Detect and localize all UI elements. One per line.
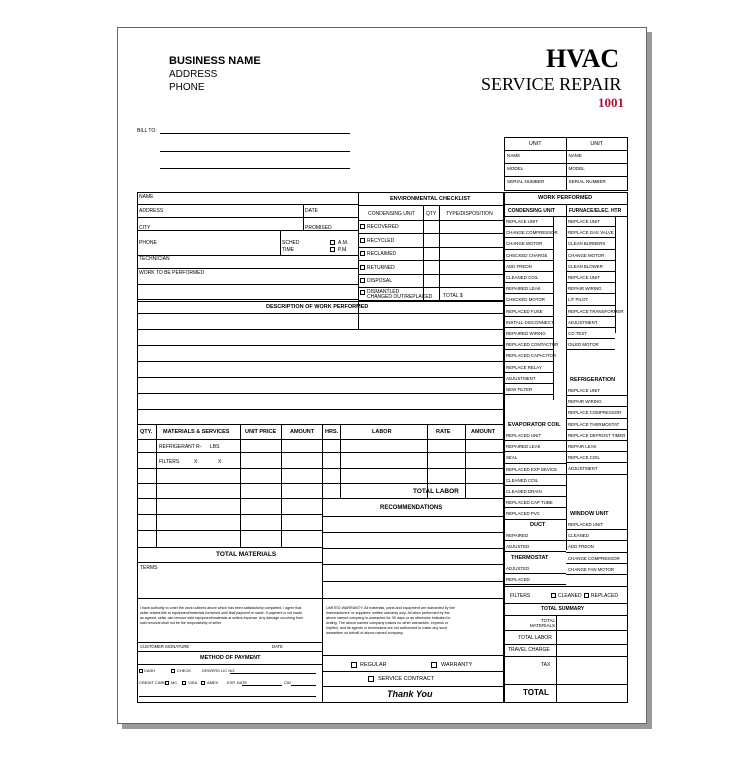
warranty-text-line: LIMITED WARRANTY: All materials, parts and equipment are warranted by the xyxy=(326,606,455,610)
work-item-label: CLEANED COIL xyxy=(506,275,539,281)
customer-signature-label: CUSTOMER SIGNATURE xyxy=(140,644,190,649)
work-item-label: CLEANED DRAIN xyxy=(506,489,542,495)
window-unit-title: WINDOW UNIT xyxy=(570,511,609,517)
form-number: 1001 xyxy=(598,95,624,110)
work-item-row[interactable] xyxy=(504,475,566,486)
row-line xyxy=(137,439,504,440)
row-line xyxy=(358,247,504,248)
dismantled-label: DISMANTLED xyxy=(367,289,400,295)
work-item-label: CO TEST xyxy=(568,331,587,337)
credit-card-label: CREDIT CARD xyxy=(139,680,167,685)
row-line xyxy=(137,230,358,231)
work-item-row[interactable] xyxy=(504,283,553,294)
business-name: BUSINESS NAME xyxy=(169,55,261,67)
work-item-row[interactable] xyxy=(566,283,615,294)
env-col-type: TYPE/DISPOSITION xyxy=(446,211,493,217)
work-item-row[interactable] xyxy=(566,541,628,552)
promised-field-label: PROMISED xyxy=(305,225,332,231)
refrigeration-title: REFRIGERATION xyxy=(570,377,616,383)
work-item-row[interactable] xyxy=(566,396,628,407)
work-item-row[interactable] xyxy=(504,373,553,384)
unit-serial-field[interactable]: SERIAL NUMBER xyxy=(507,179,545,184)
work-item-row[interactable] xyxy=(504,328,553,339)
cw-line[interactable] xyxy=(291,685,316,686)
work-item-row[interactable] xyxy=(504,464,566,475)
row-line xyxy=(137,301,504,302)
work-item-row[interactable] xyxy=(566,339,615,350)
work-item-label: REPAIRED LEAK xyxy=(506,444,541,450)
unit-box xyxy=(504,137,628,191)
materials-row-line[interactable] xyxy=(137,483,504,484)
work-item-row[interactable] xyxy=(566,306,624,317)
reclaimed-checkbox[interactable] xyxy=(360,251,365,256)
work-item-row[interactable] xyxy=(566,227,615,238)
work-item-label: REPLACED EXP DEVICE xyxy=(506,466,558,472)
work-item-row[interactable] xyxy=(504,574,566,585)
work-item-label: REPLACED UNIT xyxy=(506,433,542,439)
terms-label: TERMS xyxy=(140,565,158,571)
work-item-row[interactable] xyxy=(504,530,566,541)
description-title: DESCRIPTION OF WORK PERFORMED xyxy=(266,304,369,310)
unit-model-field[interactable]: MODEL xyxy=(507,166,524,171)
total-labor-label: TOTAL LABOR xyxy=(413,488,459,495)
row-line xyxy=(504,615,628,616)
row-line xyxy=(358,220,504,221)
work-item-row[interactable] xyxy=(504,216,553,227)
description-line[interactable] xyxy=(137,361,504,362)
returned-checkbox[interactable] xyxy=(360,265,365,270)
labor-hrs-header: HRS. xyxy=(325,429,339,435)
row-line xyxy=(137,664,322,665)
row-line xyxy=(358,260,504,261)
warranty-text-line: above named company is warranted for 30 days or as otherwise indicated in xyxy=(326,616,451,620)
materials-header: MATERIALS & SERVICES xyxy=(163,429,230,435)
row-line xyxy=(137,284,358,285)
bill-to-label: BILL TO: xyxy=(137,128,157,134)
work-item-row[interactable] xyxy=(566,553,628,564)
work-item-label: REPLACED CAPACITOR xyxy=(506,353,557,359)
work-item-label: OILED MOTOR xyxy=(568,342,599,348)
work-item-row[interactable] xyxy=(566,519,628,530)
refrigerant-label: REFRIGERANT R- xyxy=(159,444,202,450)
work-item-row[interactable] xyxy=(566,385,628,396)
work-item-label: REPLACE COIL xyxy=(568,455,600,461)
payment-method-title: METHOD OF PAYMENT xyxy=(200,655,261,661)
form-subtitle: SERVICE REPAIR xyxy=(481,74,622,94)
bill-to-line[interactable] xyxy=(160,151,350,152)
column-divider xyxy=(240,424,241,547)
exp-date-label: EXP. DATE xyxy=(227,680,248,685)
work-item-label: ADJUSTMENT xyxy=(568,319,598,325)
recycled-checkbox[interactable] xyxy=(360,238,365,243)
materials-qty-header: QTY. xyxy=(140,429,153,435)
column-divider xyxy=(280,230,281,255)
mc-label: MC xyxy=(171,680,178,685)
work-item-label: CLEANED xyxy=(568,533,589,539)
work-item-label: REPAIR LEAK xyxy=(568,444,597,450)
work-item-label: REPLACED CONTACTOR xyxy=(506,342,559,348)
row-line xyxy=(504,656,628,657)
condensing-unit-title: CONDENSING UNIT xyxy=(508,208,555,214)
am-label: A.M. xyxy=(338,240,349,246)
column-divider xyxy=(553,216,554,400)
row-line xyxy=(137,598,504,599)
env-col-condensing-unit: CONDENSING UNIT xyxy=(368,211,415,217)
row-line xyxy=(137,204,358,205)
regular-checkbox[interactable] xyxy=(351,662,357,668)
row-line xyxy=(137,424,504,425)
work-item-row[interactable] xyxy=(504,486,566,497)
filters-x-label: X xyxy=(194,459,198,465)
unit-price-header: UNIT PRICE xyxy=(245,429,277,435)
work-item-row[interactable] xyxy=(504,306,553,317)
visa-checkbox[interactable] xyxy=(182,681,186,685)
check-label: CHECK xyxy=(177,668,192,673)
work-item-label: SEAL xyxy=(506,455,518,461)
work-item-row[interactable] xyxy=(566,238,615,249)
lbs-label: LBS xyxy=(210,444,220,450)
work-item-label: ADJUSTMENT xyxy=(506,375,536,381)
am-checkbox[interactable] xyxy=(330,240,335,245)
recommendation-line[interactable] xyxy=(322,532,504,533)
work-item-label: REPLACED PVC xyxy=(506,511,540,517)
recommendation-line[interactable] xyxy=(322,581,504,582)
service-contract-checkbox[interactable] xyxy=(368,676,374,682)
furnace-title: FURNACE/ELEC. HTR xyxy=(569,208,622,214)
recommendations-title: RECOMMENDATIONS xyxy=(380,505,443,511)
signature-line[interactable] xyxy=(137,642,322,643)
warranty-text-line: writing. The above named company makes no other warranties, express or xyxy=(326,621,449,625)
work-item-label: REPAIR WIRING xyxy=(568,286,602,292)
description-line[interactable] xyxy=(137,409,504,410)
city-field-label: CITY xyxy=(139,225,151,231)
recommendation-line[interactable] xyxy=(322,548,504,549)
work-item-row[interactable] xyxy=(566,294,615,305)
card-number-line[interactable] xyxy=(139,696,316,697)
amex-checkbox[interactable] xyxy=(201,681,205,685)
filters-cleaned-checkbox[interactable] xyxy=(551,593,556,598)
signature-date-label: DATE xyxy=(272,644,283,649)
work-item-row[interactable] xyxy=(504,508,566,519)
thank-you-text: Thank You xyxy=(387,689,433,699)
work-item-label: INSTALL DISCONNECT xyxy=(506,319,554,325)
row-line xyxy=(137,547,322,548)
work-item-row[interactable] xyxy=(504,497,566,508)
column-divider xyxy=(556,615,557,703)
work-item-label: CHECKED CHARGE xyxy=(506,252,548,258)
regular-label: REGULAR xyxy=(360,662,387,668)
unit-name-field[interactable]: NAME xyxy=(566,151,628,163)
materials-row-line[interactable] xyxy=(137,468,504,469)
unit-header: UNIT xyxy=(528,141,542,147)
row-line xyxy=(137,313,504,314)
filters-label: FILTERS xyxy=(159,459,180,465)
drivers-license-label: DRIVERS LIC NO. xyxy=(202,668,236,673)
row-line xyxy=(358,233,504,234)
work-item-label: REPAIR WIRING xyxy=(568,399,602,405)
filters-cleaned-label: CLEANED xyxy=(558,593,582,599)
work-item-row[interactable] xyxy=(566,530,628,541)
row-line xyxy=(504,684,628,685)
disposal-checkbox[interactable] xyxy=(360,278,365,283)
filters-x-label: X xyxy=(218,459,222,465)
exp-date-line[interactable] xyxy=(242,685,282,686)
authority-text-line: I have authority to order the work outlined above which has been satisfactorily completed. I agree that xyxy=(140,606,302,610)
summary-tax-label: TAX xyxy=(541,662,551,668)
row-line xyxy=(358,287,504,288)
warranty-text-line: manufacturers' or suppliers' written warranty only. All labor performed by the xyxy=(326,611,450,615)
row-line xyxy=(137,562,322,563)
authority-text-line: seller retains title to equipment/materials furnished until final payment is made. If payment is not made xyxy=(140,611,302,615)
work-item-label: REPLACE UNIT xyxy=(568,219,600,225)
row-line xyxy=(137,255,358,256)
work-item-label: REPLACE THERMOSTAT xyxy=(568,421,620,427)
recommendation-line[interactable] xyxy=(322,516,504,517)
form-title: HVAC xyxy=(546,44,620,73)
work-item-row[interactable] xyxy=(566,407,628,418)
unit-model-field[interactable]: MODEL xyxy=(566,164,628,176)
summary-total-label: TOTAL xyxy=(523,688,549,697)
total-materials-label: TOTAL MATERIALS xyxy=(216,551,277,558)
row-line xyxy=(137,299,358,300)
labor-amount-header: AMOUNT xyxy=(471,429,496,435)
work-item-label: REPLACED xyxy=(506,577,530,583)
column-divider xyxy=(615,216,616,333)
authority-text-line: said removal shall not be the responsibility of seller. xyxy=(140,621,222,625)
work-item-label: ADD FREON xyxy=(568,544,594,550)
work-item-label: CHANGE COMPRESSOR xyxy=(568,555,620,561)
materials-row-line[interactable] xyxy=(137,530,322,531)
work-item-label: LIT PILOT xyxy=(568,297,589,303)
unit-header: UNIT xyxy=(566,138,628,150)
row-line xyxy=(322,686,504,687)
summary-travel-charge-label: TRAVEL CHARGE xyxy=(508,647,550,653)
work-item-row[interactable] xyxy=(504,250,553,261)
work-item-label: CLEANED COIL xyxy=(506,477,539,483)
duct-title: DUCT xyxy=(530,522,546,528)
unit-name-field[interactable]: NAME xyxy=(507,153,521,158)
summary-total-labor-label: TOTAL LABOR xyxy=(518,635,552,641)
work-to-be-performed-label: WORK TO BE PERFORMED xyxy=(139,270,205,276)
materials-row-line[interactable] xyxy=(137,498,504,499)
work-item-label: CHANGE MOTOR xyxy=(506,241,543,247)
work-item-row[interactable] xyxy=(504,541,566,552)
amex-label: AMEX xyxy=(207,680,219,685)
work-item-row[interactable] xyxy=(566,430,628,441)
column-divider xyxy=(427,424,428,498)
column-divider xyxy=(340,424,341,498)
work-item-label: ADJUSTED xyxy=(506,566,530,572)
work-item-label: REPLACED FUSE xyxy=(506,308,543,314)
env-total-label: TOTAL $ xyxy=(443,293,463,299)
service-contract-label: SERVICE CONTRACT xyxy=(378,676,435,682)
environmental-checklist-title: ENVIRONMENTAL CHECKLIST xyxy=(390,196,471,202)
work-item-row[interactable] xyxy=(504,227,558,238)
work-item-label: CHECKED MOTOR xyxy=(506,297,545,303)
work-item-row[interactable] xyxy=(504,339,559,350)
work-item-label: REPLACE UNIT xyxy=(568,388,600,394)
technician-field-label: TECHNICIAN xyxy=(139,256,170,262)
cash-checkbox[interactable] xyxy=(139,669,143,673)
recommendation-line[interactable] xyxy=(322,564,504,565)
description-line[interactable] xyxy=(137,393,504,394)
column-divider xyxy=(281,424,282,547)
row-line xyxy=(358,274,504,275)
business-address: ADDRESS xyxy=(169,69,218,80)
sched-label: SCHED xyxy=(282,240,300,246)
work-item-row[interactable] xyxy=(504,452,566,463)
filters-replaced-label: REPLACED xyxy=(591,593,618,599)
work-item-row[interactable] xyxy=(504,563,566,574)
work-item-row[interactable] xyxy=(566,419,628,430)
evaporator-coil-title: EVAPORATOR COIL xyxy=(508,422,561,428)
changed-out-label: CHANGED OUT/REPLACED xyxy=(367,294,433,300)
phone-field-label: PHONE xyxy=(139,240,157,246)
work-item-row[interactable] xyxy=(504,350,557,361)
disposal-label: DISPOSAL xyxy=(367,278,393,284)
unit-serial-field[interactable]: SERIAL NUMBER xyxy=(566,177,628,190)
work-item-row[interactable] xyxy=(504,441,566,452)
summary-total-materials-label: TOTAL MATERIALS xyxy=(529,618,555,628)
hvac-service-form xyxy=(117,27,647,724)
row-line xyxy=(322,655,504,656)
work-item-row[interactable] xyxy=(566,261,615,272)
labor-rate-header: RATE xyxy=(436,429,451,435)
work-item-label: NEW FILTER xyxy=(506,387,533,393)
materials-amount-header: AMOUNT xyxy=(290,429,315,435)
env-col-qty: QTY xyxy=(426,211,437,217)
materials-row-line[interactable] xyxy=(137,514,322,515)
row-line xyxy=(137,268,358,269)
work-item-label: REPLACED UNIT xyxy=(568,522,604,528)
row-line xyxy=(137,651,322,652)
visa-label: VISA xyxy=(188,680,198,685)
work-item-label: CLEAN BURNERS xyxy=(568,241,606,247)
work-item-row[interactable] xyxy=(566,272,615,283)
work-item-row[interactable] xyxy=(504,294,553,305)
date-field-label: DATE xyxy=(305,208,318,214)
work-item-label: REPLACE TRANSFORMER xyxy=(568,308,624,314)
work-item-label: REPAIRED LEAK xyxy=(506,286,541,292)
work-item-label: CHANGE FAN MOTOR xyxy=(568,566,615,572)
work-item-label: REPAIRED xyxy=(506,533,529,539)
warranty-label: WARRANTY xyxy=(441,662,473,668)
time-label: TIME xyxy=(282,247,294,253)
cash-label: CASH xyxy=(144,668,156,673)
work-item-label: CHANGE COMPRESSOR xyxy=(506,230,558,236)
column-divider xyxy=(465,424,466,498)
row-line xyxy=(137,217,358,218)
row-line xyxy=(504,586,628,587)
description-line[interactable] xyxy=(137,345,504,346)
description-line[interactable] xyxy=(137,377,504,378)
column-divider xyxy=(156,424,157,547)
labor-header: LABOR xyxy=(372,429,392,435)
pm-label: P.M. xyxy=(338,247,348,253)
work-item-label: CLEAN BLOWER xyxy=(568,263,603,269)
bill-to-line[interactable] xyxy=(160,168,350,169)
warranty-text-line: warranties on behalf of above named company. xyxy=(326,631,404,635)
row-line xyxy=(504,644,628,645)
row-line xyxy=(504,603,628,604)
work-item-row[interactable] xyxy=(566,463,628,474)
reclaimed-label: RECLAIMED xyxy=(367,251,397,257)
total-summary-title: TOTAL SUMMARY xyxy=(541,606,585,612)
work-item-label: REPLACED CAP TUBE xyxy=(506,500,553,506)
work-item-row[interactable] xyxy=(504,238,553,249)
materials-row-line[interactable] xyxy=(137,452,504,453)
work-performed-title: WORK PERFORMED xyxy=(538,195,593,201)
work-item-row[interactable] xyxy=(566,250,615,261)
returned-label: RETURNED xyxy=(367,265,395,271)
work-item-row[interactable] xyxy=(504,430,566,441)
warranty-checkbox[interactable] xyxy=(431,662,437,668)
work-item-label: REPLACE GAS VALVE xyxy=(568,230,614,236)
dismantled-checkbox[interactable] xyxy=(360,290,365,295)
cw-label: CW xyxy=(284,680,291,685)
warranty-text-line: implied, and its agents or technicians are not authorized to make any such xyxy=(326,626,448,630)
bill-to-line[interactable] xyxy=(160,133,350,134)
drivers-license-line[interactable] xyxy=(230,673,316,674)
row-line xyxy=(322,671,504,672)
work-item-row[interactable] xyxy=(504,317,553,328)
work-item-label: ADD FREON xyxy=(506,263,532,269)
filters-replaced-checkbox[interactable] xyxy=(584,593,589,598)
recycled-label: RECYCLED xyxy=(367,238,395,244)
description-line[interactable] xyxy=(137,329,504,330)
work-item-row[interactable] xyxy=(504,384,553,395)
recovered-label: RECOVERED xyxy=(367,224,399,230)
mc-checkbox[interactable] xyxy=(165,681,169,685)
work-item-label: REPLACE COMPRESSOR xyxy=(568,410,622,416)
address-field-label: ADDRESS xyxy=(139,208,164,214)
work-item-label: REPLACE UNIT xyxy=(506,219,538,225)
recovered-checkbox[interactable] xyxy=(360,224,365,229)
thermostat-title: THERMOSTAT xyxy=(511,555,549,561)
work-item-row[interactable] xyxy=(566,317,615,328)
work-item-row[interactable] xyxy=(566,216,615,227)
name-field-label: NAME xyxy=(139,194,154,200)
filters-row-label: FILTERS xyxy=(510,593,531,599)
work-item-label: REPAIRED WIRING xyxy=(506,331,546,337)
work-item-label: ADJUSTED xyxy=(506,544,530,550)
work-item-label: ADJUSTMENT xyxy=(568,466,598,472)
pm-checkbox[interactable] xyxy=(330,247,335,252)
work-item-row[interactable] xyxy=(566,564,628,575)
work-item-row[interactable] xyxy=(566,441,628,452)
work-item-label: REPLACE RELAY xyxy=(506,364,542,370)
business-phone: PHONE xyxy=(169,82,205,93)
column-divider xyxy=(303,204,304,230)
authority-text-line: as agreed, seller can remove said equipment/materials at sellers expense. Any damage occurring from xyxy=(140,616,304,620)
work-item-row[interactable] xyxy=(504,362,553,373)
work-item-row[interactable] xyxy=(566,452,628,463)
work-item-row[interactable] xyxy=(504,261,553,272)
row-line xyxy=(358,205,504,206)
work-item-label: REPLACE UNIT xyxy=(568,275,600,281)
work-item-label: REPLACE DEFROST TIMER xyxy=(568,432,626,438)
work-item-label: CHANGE MOTOR xyxy=(568,252,605,258)
work-item-row[interactable] xyxy=(504,272,553,283)
work-item-row[interactable] xyxy=(566,328,615,339)
row-line xyxy=(504,630,628,631)
check-checkbox[interactable] xyxy=(171,669,175,673)
